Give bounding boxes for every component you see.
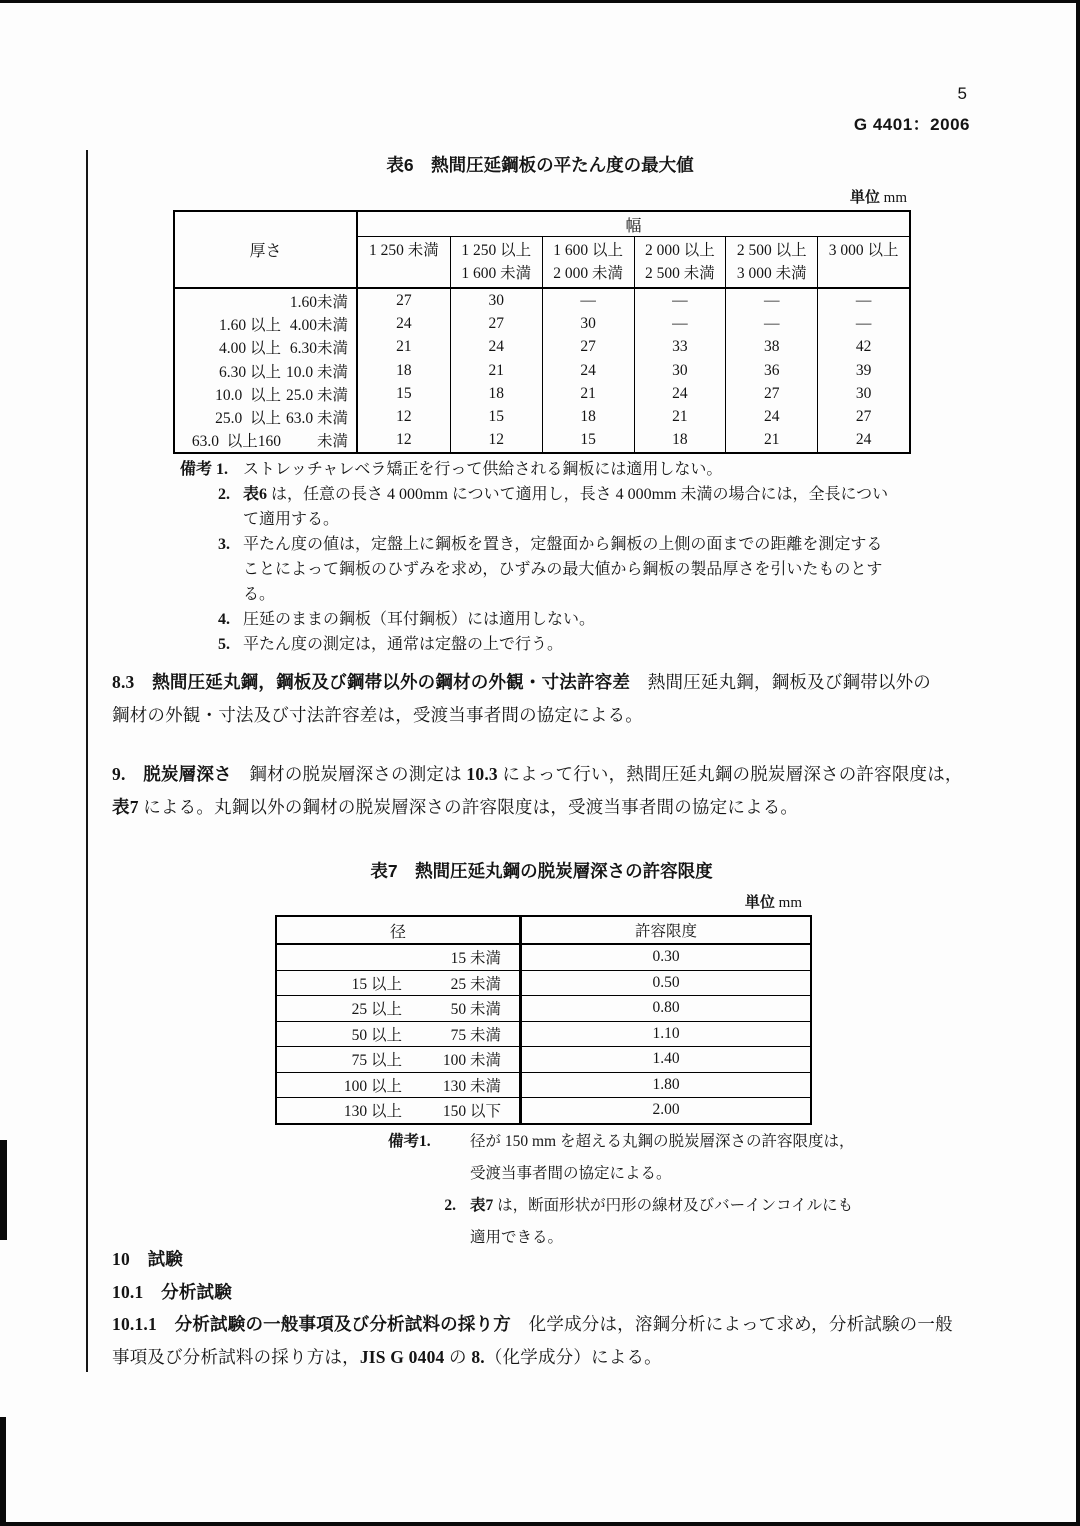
flatness-value-cell: 18	[450, 382, 542, 405]
thickness-cell	[175, 289, 358, 312]
scan-edge-right	[1076, 0, 1080, 1526]
text-line	[112, 791, 972, 824]
note-text	[243, 532, 925, 607]
doc-code: G 4401：2006	[853, 115, 970, 134]
thickness-lower: 63.0 以上160	[191, 433, 281, 451]
unit-word: 単位	[849, 189, 880, 206]
bold-text: 脱炭層深さ	[143, 764, 232, 784]
table6-width-range-header	[542, 237, 634, 287]
diameter-cell	[277, 1047, 519, 1072]
thickness-upper: 6.30未満	[289, 340, 348, 358]
flatness-value-cell: 24	[542, 359, 634, 382]
thickness-upper: 未満	[316, 433, 348, 451]
thickness-lower: 6.30 以上	[218, 363, 281, 381]
bold-text: 10 試験	[112, 1249, 183, 1269]
diameter-lower: 75 以上	[351, 1052, 402, 1070]
range-line-2: 2 500 未満	[645, 265, 715, 282]
table6-flatness-table	[173, 210, 911, 454]
note-line	[470, 1158, 868, 1190]
unit-word: 単位	[744, 894, 775, 911]
thickness-cell	[175, 336, 358, 359]
limit-value-cell: 1.80	[519, 1073, 810, 1098]
flatness-value-cell: 24	[634, 382, 726, 405]
thickness-upper: 4.00未満	[289, 316, 348, 334]
diameter-cell	[277, 1022, 519, 1047]
text: 受渡当事者間の協定による。	[470, 1165, 672, 1182]
table7-unit-label	[745, 891, 802, 912]
section-8-3	[112, 666, 972, 732]
bold-text: 熱間圧延丸鋼，鋼板及び鋼帯以外の鋼材の外観・寸法許容差	[152, 672, 631, 692]
note-line	[243, 632, 925, 657]
flatness-value-cell: —	[634, 289, 726, 312]
note-text	[243, 632, 925, 657]
flatness-value-cell: 12	[396, 408, 412, 426]
note-item	[180, 482, 925, 532]
table-row	[277, 1072, 810, 1098]
note-text	[243, 457, 925, 482]
text: る。	[243, 586, 276, 603]
flatness-value-cell: 24	[396, 314, 412, 332]
note-line	[243, 557, 925, 582]
table-row	[277, 1097, 810, 1123]
bold-text: 分析試験の一般事項及び分析試料の採り方	[174, 1314, 511, 1334]
text: ストレッチャレベラ矯正を行って供給される鋼板には適用しない。	[243, 461, 723, 478]
note-line	[243, 532, 925, 557]
flatness-value-cell: 21	[725, 429, 817, 452]
flatness-value-cell: —	[817, 289, 909, 312]
flatness-value-cell: 38	[725, 336, 817, 359]
note-item	[388, 1126, 868, 1190]
flatness-value-cell: 24	[817, 429, 909, 452]
section-10	[112, 1243, 972, 1373]
text: 径が 150 mm を超える丸鋼の脱炭層深さの許容限度は，	[470, 1133, 855, 1150]
flatness-value-cell: 12	[396, 431, 412, 449]
thickness-lower: 25.0 以上	[215, 410, 281, 428]
flatness-value-cell: —	[542, 289, 634, 312]
range-line-1: 1 250 以上	[461, 242, 532, 259]
note-number: 備考1.	[388, 1133, 431, 1150]
flatness-value-cell: 30	[450, 289, 542, 312]
flatness-value-cell: 15	[542, 429, 634, 452]
table-row	[277, 944, 810, 970]
flatness-value-cell: —	[725, 312, 817, 335]
table-row	[175, 405, 909, 428]
text	[134, 672, 152, 692]
flatness-value-cell: 15	[396, 384, 412, 402]
flatness-value-cell: —	[634, 312, 726, 335]
thickness-lower: 1.60 以上	[218, 316, 281, 334]
flatness-value-cell: 33	[634, 336, 726, 359]
scan-edge-top	[0, 0, 1080, 3]
table-row	[277, 1021, 810, 1047]
note-number: 2.	[444, 1197, 456, 1214]
thickness-cell	[175, 405, 358, 428]
diameter-upper: 150 以下	[442, 1103, 501, 1121]
diameter-lower: 100 以上	[343, 1077, 402, 1095]
table-row	[175, 312, 909, 335]
text: 平たん度の値は，定盤上に鋼板を置き，定盤面から鋼板の上側の面までの距離を測定する	[243, 536, 883, 553]
flatness-value-cell: 12	[450, 429, 542, 452]
unit-value: mm	[774, 895, 802, 911]
table7-title: 表7 熱間圧延丸鋼の脱炭層深さの許容限度	[370, 861, 713, 881]
flatness-value-cell: 15	[450, 405, 542, 428]
text-line	[112, 758, 972, 791]
section-9	[112, 758, 972, 824]
table6-header	[175, 212, 909, 289]
text: 適用できる。	[470, 1229, 564, 1246]
note-line	[243, 457, 925, 482]
table7-limit-header: 許容限度	[519, 917, 810, 943]
left-margin-rule	[86, 150, 88, 1372]
table6-width-range-header	[358, 237, 450, 287]
unit-value: mm	[879, 190, 907, 206]
text: 圧延のままの鋼板（耳付鋼板）には適用しない。	[243, 611, 596, 628]
limit-value-cell: 1.40	[519, 1047, 810, 1072]
diameter-lower: 50 以上	[351, 1026, 402, 1044]
range-line-1: 1 250 未満	[369, 242, 439, 259]
bold-text: 8.3	[112, 672, 135, 692]
note-item	[180, 532, 925, 607]
text: 熱間圧延丸鋼，鋼板及び鋼帯以外の	[630, 672, 931, 692]
table6-width-header: 幅	[358, 212, 909, 237]
note-text	[243, 482, 925, 532]
text: （化学成分）による。	[484, 1346, 662, 1367]
text-line	[112, 1341, 972, 1374]
table6-width-range-header	[817, 237, 909, 287]
diameter-lower: 25 以上	[351, 1001, 402, 1019]
flatness-value-cell: 30	[817, 382, 909, 405]
text: による。丸鋼以外の鋼材の脱炭層深さの許容限度は，受渡当事者間の協定による。	[138, 797, 799, 817]
text: 鋼材の外観・寸法及び寸法許容差は，受渡当事者間の協定による。	[112, 705, 643, 725]
bold-text: 10.1 分析試験	[112, 1281, 232, 1302]
range-line-1: 3 000 以上	[828, 242, 899, 259]
table6-notes	[180, 457, 925, 657]
flatness-value-cell: 24	[725, 405, 817, 428]
diameter-cell	[277, 996, 519, 1021]
flatness-value-cell: 21	[396, 338, 412, 356]
table6-width-range-header	[634, 237, 726, 287]
range-line-2: 3 000 未満	[736, 265, 807, 282]
text: 鋼材の脱炭層深さの測定は	[231, 764, 467, 784]
limit-value-cell: 0.80	[519, 996, 810, 1021]
table7-notes	[388, 1126, 868, 1254]
text: て適用する。	[243, 511, 340, 528]
table-row	[175, 336, 909, 359]
table-row	[175, 382, 909, 405]
range-line-1: 2 500 以上	[736, 242, 807, 259]
text: 化学成分は，溶鋼分析によって求め，分析試験の一般	[510, 1314, 953, 1334]
flatness-value-cell: 27	[450, 312, 542, 335]
page-number: 5	[957, 84, 967, 103]
table6-width-range-header	[450, 237, 542, 287]
flatness-value-cell: 36	[725, 359, 817, 382]
limit-value-cell: 0.30	[519, 945, 810, 970]
diameter-upper: 130 未満	[442, 1077, 501, 1095]
note-text	[243, 607, 925, 632]
diameter-lower: 130 以上	[343, 1103, 402, 1121]
note-line	[243, 507, 925, 532]
diameter-upper: 15 未満	[450, 950, 501, 968]
note-line	[243, 607, 925, 632]
bold-text: 表6	[243, 486, 268, 503]
bold-text: 10.1.1	[112, 1314, 157, 1334]
thickness-upper: 63.0 未満	[285, 410, 348, 428]
note-line	[470, 1126, 868, 1158]
diameter-upper: 50 未満	[450, 1001, 501, 1019]
diameter-cell	[277, 945, 519, 970]
flatness-value-cell: 39	[817, 359, 909, 382]
table7-header	[277, 917, 810, 944]
note-number: 3.	[218, 536, 230, 553]
flatness-value-cell: 18	[634, 429, 726, 452]
note-number: 2.	[218, 486, 230, 503]
text: 平たん度の測定は，通常は定盤の上で行う。	[243, 636, 564, 653]
flatness-value-cell: 42	[817, 336, 909, 359]
table-row	[277, 1046, 810, 1072]
flatness-value-cell: 21	[542, 382, 634, 405]
table6-width-range-header	[725, 237, 817, 287]
diameter-cell	[277, 1098, 519, 1123]
thickness-upper: 25.0 未満	[285, 386, 348, 404]
thickness-cell	[175, 359, 358, 382]
flatness-value-cell: 27	[396, 291, 412, 309]
note-item	[180, 457, 925, 482]
diameter-lower: 15 以上	[351, 975, 402, 993]
flatness-value-cell: 30	[542, 312, 634, 335]
thickness-cell	[175, 312, 358, 335]
diameter-upper: 75 未満	[450, 1026, 501, 1044]
table6-body	[175, 289, 909, 452]
note-line	[470, 1190, 868, 1222]
thickness-upper: 1.60未満	[289, 293, 348, 311]
flatness-value-cell: 21	[634, 405, 726, 428]
note-number: 5.	[218, 636, 230, 653]
note-line	[243, 482, 925, 507]
flatness-value-cell: 21	[450, 359, 542, 382]
text	[126, 764, 144, 784]
scan-edge-bottom	[0, 1522, 1080, 1526]
text-line	[112, 666, 972, 699]
table6-title: 表6 熱間圧延鋼板の平たん度の最大値	[386, 155, 694, 175]
bold-text: 10.3	[466, 764, 498, 784]
bold-text: JIS G 0404	[359, 1346, 445, 1367]
table-row	[175, 429, 909, 452]
range-line-2: 1 600 未満	[461, 265, 532, 282]
note-item	[180, 632, 925, 657]
thickness-upper: 10.0 未満	[285, 363, 348, 381]
bold-text: 表7	[112, 797, 139, 817]
note-number: 4.	[218, 611, 230, 628]
diameter-cell	[277, 1073, 519, 1098]
table-row	[175, 359, 909, 382]
flatness-value-cell: 30	[634, 359, 726, 382]
flatness-value-cell: —	[817, 312, 909, 335]
table-row	[175, 289, 909, 312]
text-line	[112, 1308, 972, 1341]
range-line-1: 1 600 以上	[553, 242, 623, 259]
text: 事項及び分析試料の採り方は，	[112, 1346, 360, 1367]
bold-text: 8.	[471, 1346, 485, 1367]
limit-value-cell: 1.10	[519, 1022, 810, 1047]
scan-edge-left-a	[0, 1140, 7, 1240]
bold-text: 表7	[470, 1197, 494, 1214]
text-line	[112, 699, 972, 732]
flatness-value-cell: 27	[542, 336, 634, 359]
text: は，任意の長さ 4 000mm について適用し，長さ 4 000mm 未満の場合には，全長につい	[267, 486, 889, 503]
table7-body	[277, 944, 810, 1123]
table-row	[277, 995, 810, 1021]
note-line	[243, 582, 925, 607]
thickness-lower: 4.00 以上	[218, 340, 281, 358]
range-line-1: 2 000 以上	[645, 242, 715, 259]
flatness-value-cell: 27	[725, 382, 817, 405]
table6-thickness-header: 厚さ	[175, 212, 358, 287]
flatness-value-cell: —	[725, 289, 817, 312]
thickness-lower: 10.0 以上	[215, 386, 281, 404]
limit-value-cell: 2.00	[519, 1098, 810, 1123]
table6-unit-label	[850, 186, 907, 207]
text-line	[112, 1276, 972, 1309]
diameter-cell	[277, 971, 519, 996]
text: の	[444, 1346, 472, 1367]
table7-decarburization-table	[275, 915, 812, 1125]
text	[157, 1314, 175, 1334]
text: ことによって鋼板のひずみを求め，ひずみの最大値から鋼板の製品厚さを引いたものとす	[243, 561, 883, 578]
note-number: 備考 1.	[180, 461, 229, 478]
bold-text: 9.	[112, 764, 126, 784]
thickness-cell	[175, 382, 358, 405]
flatness-value-cell: 18	[542, 405, 634, 428]
text: は，断面形状が円形の線材及びバーインコイルにも	[493, 1197, 854, 1214]
thickness-cell	[175, 429, 358, 452]
diameter-upper: 100 未満	[442, 1052, 501, 1070]
range-line-2: 2 000 未満	[553, 265, 623, 282]
diameter-upper: 25 未満	[450, 975, 501, 993]
flatness-value-cell: 24	[450, 336, 542, 359]
limit-value-cell: 0.50	[519, 971, 810, 996]
note-item	[180, 607, 925, 632]
text-line	[112, 1243, 972, 1276]
table-row	[277, 970, 810, 996]
flatness-value-cell: 18	[396, 361, 412, 379]
flatness-value-cell: 27	[817, 405, 909, 428]
table7-diameter-header: 径	[389, 923, 406, 941]
note-text	[470, 1126, 868, 1190]
text: によって行い，熱間圧延丸鋼の脱炭層深さの許容限度は，	[497, 764, 963, 784]
scan-edge-left-b	[0, 1417, 6, 1526]
